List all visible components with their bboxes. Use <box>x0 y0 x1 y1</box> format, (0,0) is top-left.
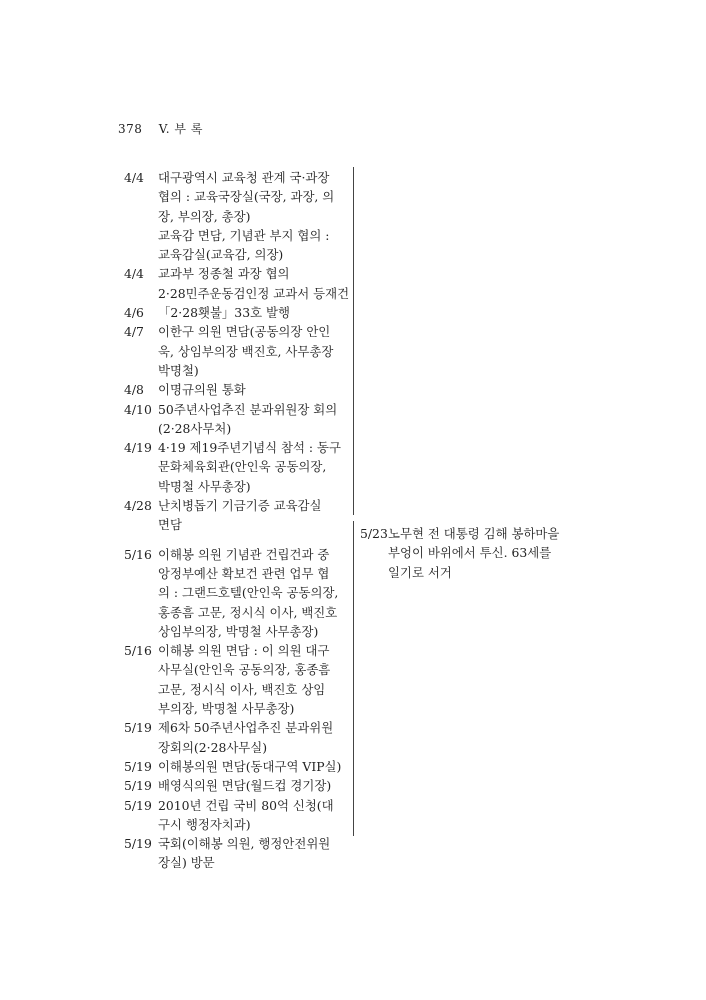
timeline-entry <box>124 400 354 439</box>
timeline-entry <box>124 834 354 873</box>
entry-line: 2·28민주운동검인정 교과서 등재건 <box>158 285 350 301</box>
entry-date: 5/16 <box>124 546 152 562</box>
timeline-entry <box>124 438 354 496</box>
entry-line: 4·19 제19주년기념식 참석 : 동구 <box>158 440 341 456</box>
entry-date: 5/19 <box>124 758 152 774</box>
entry-line: 대구광역시 교육청 관계 국·과장 <box>158 170 330 185</box>
entry-text <box>158 776 354 795</box>
entry-line: 면담 <box>158 517 182 533</box>
entry-date: 4/10 <box>124 401 152 417</box>
entry-text <box>158 380 354 399</box>
entry-line: 상임부의장, 박명철 사무총장) <box>158 623 319 639</box>
entry-date: 5/16 <box>124 643 152 659</box>
entry-line: 부엉이 바위에서 투신. 63세를 <box>388 545 552 561</box>
entry-line: 50주년사업추진 분과위원장 회의 <box>158 401 338 417</box>
entry-line: 의 : 그랜드호텔(안인욱 공동의장, <box>158 585 339 601</box>
timeline-entry <box>360 524 590 582</box>
right-column <box>360 524 590 582</box>
entry-text <box>158 400 354 439</box>
entry-line: 배영식의원 면담(월드컵 경기장) <box>158 778 332 794</box>
entry-line: 장회의(2·28사무실) <box>158 739 268 755</box>
section-gap <box>124 535 354 545</box>
entry-text <box>158 757 354 776</box>
entry-line: 이해봉 의원 면담 : 이 의원 대구 <box>158 643 330 659</box>
timeline-entry <box>124 303 354 322</box>
entry-text <box>388 524 590 582</box>
may-events <box>360 524 590 582</box>
entry-text <box>158 496 354 535</box>
entry-date: 5/19 <box>124 797 152 813</box>
entry-text <box>158 796 354 835</box>
entry-line: 교육감실(교육감, 의장) <box>158 247 284 263</box>
timeline-entry <box>124 718 354 757</box>
entry-text <box>158 834 354 873</box>
entry-line: 앙정부예산 확보건 관련 업무 협 <box>158 565 330 581</box>
entry-line: 부의장, 박명철 사무총장) <box>158 701 295 717</box>
entry-text <box>158 322 354 380</box>
entry-line: 장, 부의장, 총장) <box>158 208 251 224</box>
entry-line: (2·28사무처) <box>158 420 232 436</box>
entry-line: 이한구 의원 면담(공동의장 안인 <box>158 324 331 340</box>
entry-text <box>158 303 354 322</box>
page-header <box>118 120 203 137</box>
entry-line: 사무실(안인욱 공동의장, 홍종흠 <box>158 662 331 678</box>
entry-text <box>158 264 354 303</box>
april-entries <box>124 168 354 535</box>
timeline-entry <box>124 776 354 795</box>
entry-line: 구시 행정자치과) <box>158 816 251 832</box>
entry-date: 5/19 <box>124 836 152 852</box>
entry-line: 욱, 상임부의장 백진호, 사무총장 <box>158 343 334 359</box>
entry-line: 「2·28횃불」33호 발행 <box>158 305 290 321</box>
entry-line: 교육감 면담, 기념관 부지 협의 : <box>158 227 330 243</box>
entry-line: 이명규의원 통화 <box>158 382 246 398</box>
entry-text <box>158 641 354 718</box>
left-column <box>124 168 354 873</box>
entry-date: 5/19 <box>124 778 152 794</box>
entry-date: 5/19 <box>124 720 152 736</box>
entry-line: 문화체육회관(안인욱 공동의장, <box>158 459 327 475</box>
timeline-entry <box>124 496 354 535</box>
entry-date: 4/4 <box>124 266 144 282</box>
section-title: V. 부 록 <box>158 122 203 136</box>
entry-text <box>158 438 354 496</box>
entry-line: 협의 : 교육국장실(국장, 과장, 의 <box>158 189 335 205</box>
entry-line: 고문, 정시식 이사, 백진호 상임 <box>158 681 326 697</box>
entry-line: 일기로 서거 <box>388 564 452 580</box>
may-entries <box>124 545 354 873</box>
entry-line: 국회(이해봉 의원, 행정안전위원 <box>158 836 331 852</box>
entry-line: 난치병돕기 기금기증 교육감실 <box>158 498 322 514</box>
entry-line: 제6차 50주년사업추진 분과위원 <box>158 720 334 736</box>
timeline-entry <box>124 545 354 641</box>
entry-date: 4/19 <box>124 440 152 456</box>
timeline-entry <box>124 168 354 264</box>
entry-line: 박명철 사무총장) <box>158 478 251 494</box>
entry-line: 노무현 전 대통령 김해 봉하마을 <box>388 526 560 541</box>
entry-text <box>158 168 354 264</box>
timeline-entry <box>124 264 354 303</box>
entry-date: 4/28 <box>124 498 152 514</box>
entry-date: 4/8 <box>124 382 144 398</box>
entry-line: 교과부 정종철 과장 협의 <box>158 266 290 282</box>
entry-line: 박명철) <box>158 362 199 378</box>
timeline-entry <box>124 380 354 399</box>
entry-text <box>158 718 354 757</box>
entry-line: 장실) 방문 <box>158 855 215 871</box>
entry-date: 4/7 <box>124 324 144 340</box>
entry-date: 4/4 <box>124 170 144 185</box>
entry-date: 5/23 <box>360 526 388 541</box>
entry-date: 4/6 <box>124 305 144 321</box>
timeline-entry <box>124 757 354 776</box>
entry-line: 2010년 건립 국비 80억 신청(대 <box>158 797 334 813</box>
entry-text <box>158 545 354 641</box>
timeline-entry <box>124 796 354 835</box>
timeline-entry <box>124 641 354 718</box>
timeline-entry <box>124 322 354 380</box>
page-number: 378 <box>118 122 143 136</box>
entry-line: 이해봉의원 면담(동대구역 VIP실) <box>158 758 342 774</box>
entry-line: 홍종흠 고문, 정시식 이사, 백진호 <box>158 604 338 620</box>
entry-line: 이해봉 의원 기념관 건립건과 중 <box>158 546 330 562</box>
